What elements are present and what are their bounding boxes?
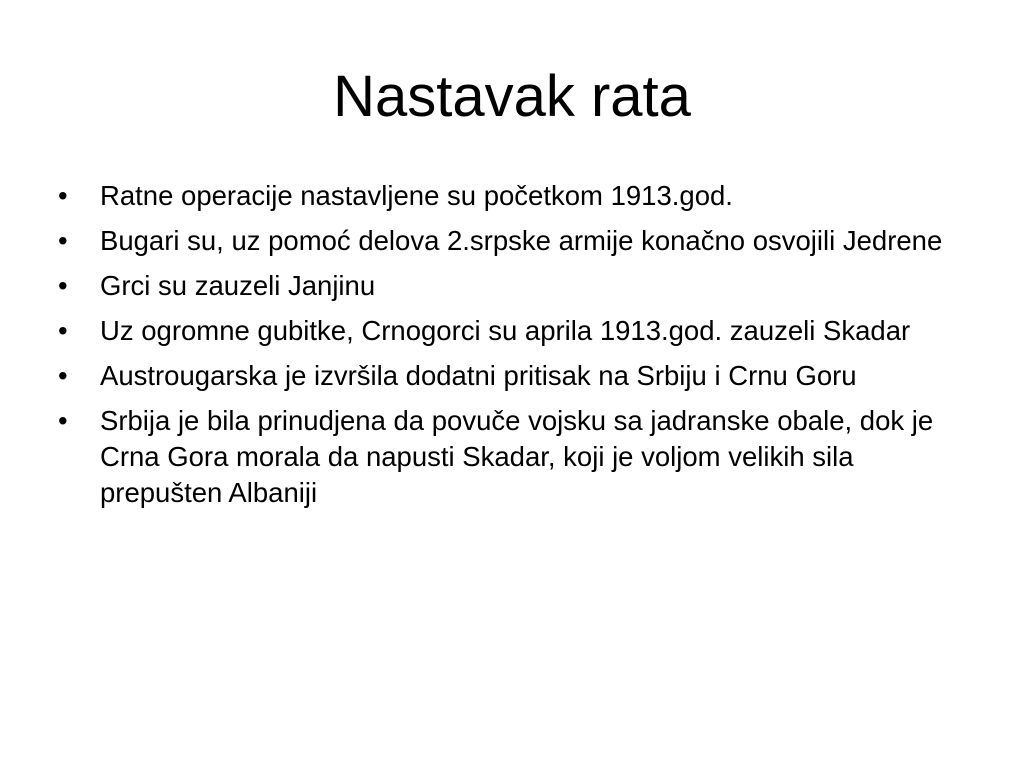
bullet-item bbox=[58, 223, 978, 259]
bullet-icon: • bbox=[58, 315, 68, 346]
bullet-icon: • bbox=[58, 180, 68, 211]
bullet-icon: • bbox=[58, 225, 68, 256]
bullet-icon: • bbox=[58, 405, 68, 436]
bullet-item bbox=[58, 358, 978, 394]
bullet-list bbox=[58, 178, 978, 520]
bullet-text: Austrougarska je izvršila dodatni pritisak na Srbiju i Crnu Goru bbox=[100, 360, 857, 391]
bullet-text: Ratne operacije nastavljene su početkom 1913.god. bbox=[100, 180, 733, 211]
slide-title: Nastavak rata bbox=[333, 64, 691, 129]
bullet-text: Srbija je bila prinudjena da povuče vojsku sa jadranske obale, dok je Crna Gora morala da napusti Skadar, koji je voljom velikih sila prepušten Albaniji bbox=[100, 405, 934, 508]
bullet-item bbox=[58, 178, 978, 214]
bullet-text: Uz ogromne gubitke, Crnogorci su aprila 1913.god. zauzeli Skadar bbox=[100, 315, 911, 346]
bullet-text: Grci su zauzeli Janjinu bbox=[100, 270, 376, 301]
bullet-text: Bugari su, uz pomoć delova 2.srpske armije konačno osvojili Jedrene bbox=[100, 225, 943, 256]
bullet-item bbox=[58, 403, 978, 511]
bullet-item bbox=[58, 268, 978, 304]
bullet-icon: • bbox=[58, 270, 68, 301]
bullet-item bbox=[58, 313, 978, 349]
bullet-icon: • bbox=[58, 360, 68, 391]
